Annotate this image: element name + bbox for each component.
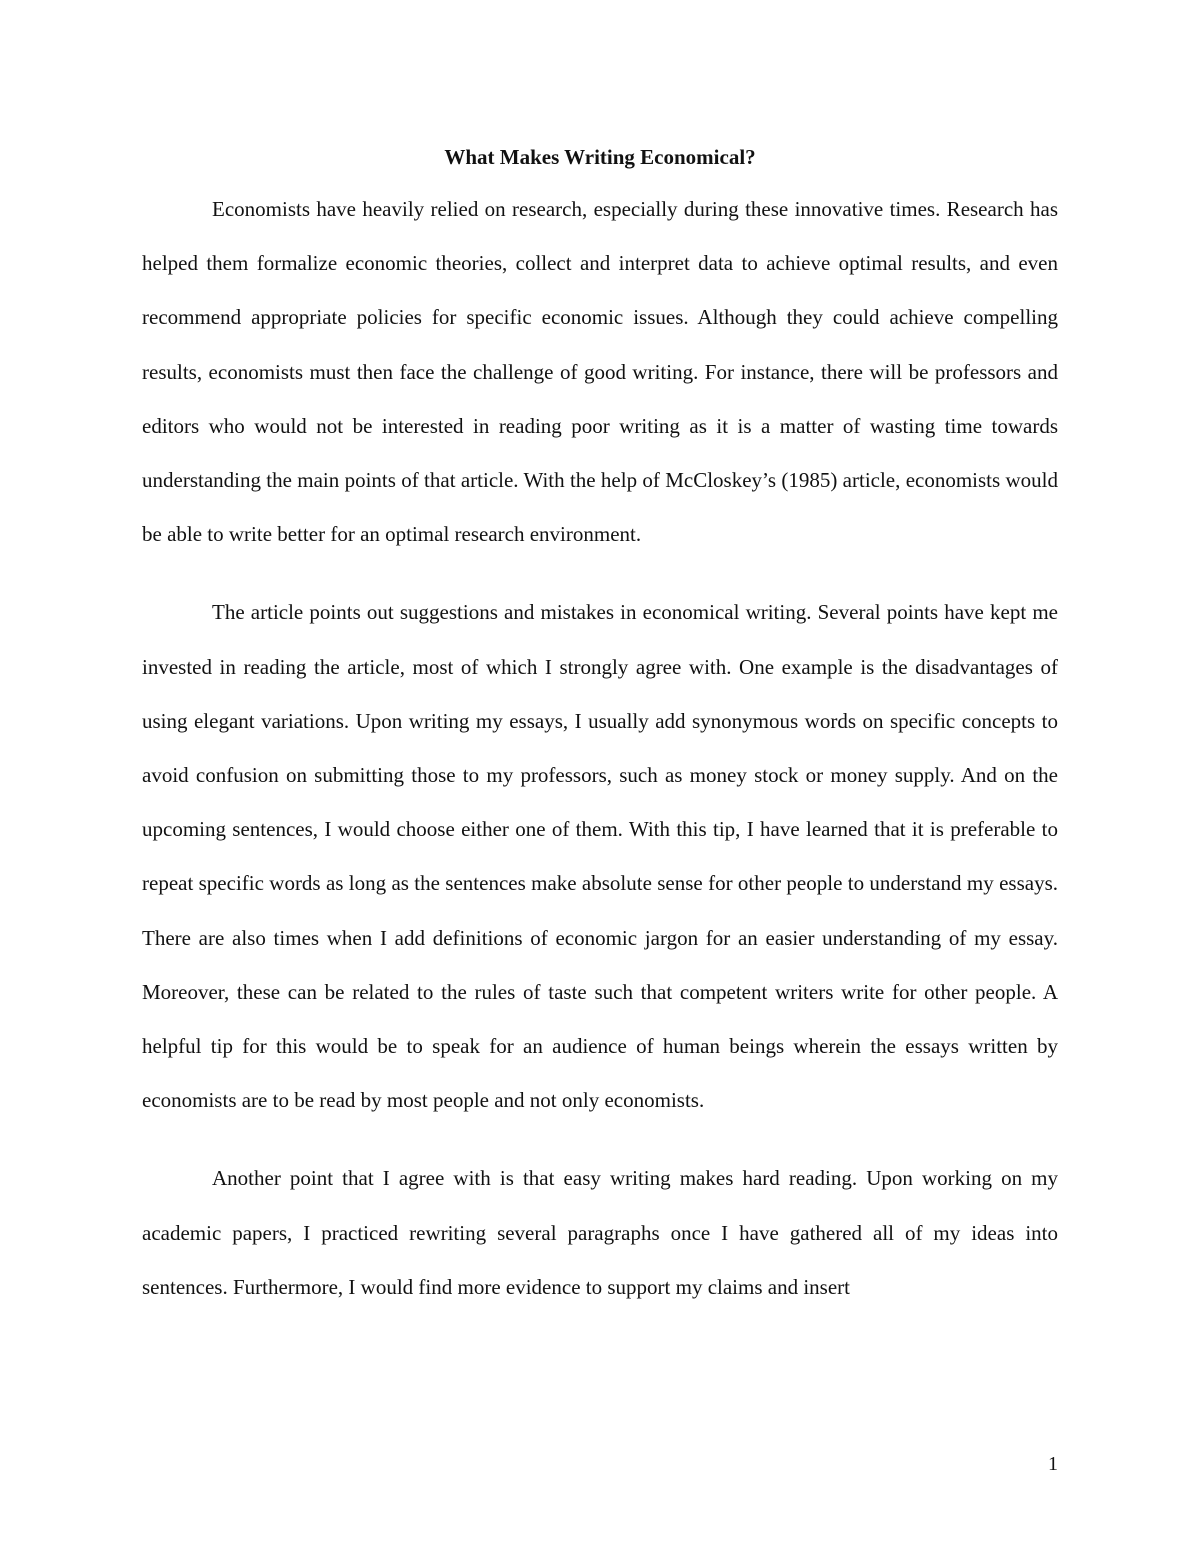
page-number: 1 [1048, 1453, 1058, 1475]
paragraph-1: Economists have heavily relied on research, especially during these innovative times. Research has helped them formalize economic theories, collect and interpret data to achieve optimal results, and even recommend appropriate policies for specific economic issues. Although they could achieve compelling results, economists must then face the challenge of good writing. For instance, there will be professors and editors who would not be interested in reading poor writing as it is a matter of wasting time towards understanding the main points of that article. With the help of McCloskey’s (1985) article, economists would be able to write better for an optimal research environment. [142, 197, 1058, 547]
paragraph-2: The article points out suggestions and mistakes in economical writing. Several points have kept me invested in reading the article, most of which I strongly agree with. One example is the disadvantages of using elegant variations. Upon writing my essays, I usually add synonymous words on specific concepts to avoid confusion on submitting those to my professors, such as money stock or money supply. And on the upcoming sentences, I would choose either one of them. With this tip, I have learned that it is preferable to repeat specific words as long as the sentences make absolute sense for other people to understand my essays. There are also times when I add definitions of economic jargon for an easier understanding of my essay. Moreover, these can be related to the rules of taste such that competent writers write for other people. A helpful tip for this would be to speak for an audience of human beings wherein the essays written by economists are to be read by most people and not only economists. [142, 600, 1058, 1113]
document-title: What Makes Writing Economical? [444, 145, 756, 169]
document-body [142, 142, 1058, 1314]
paragraph-3: Another point that I agree with is that easy writing makes hard reading. Upon working on my academic papers, I practiced rewriting several paragraphs once I have gathered all of my ideas into sentences. Furthermore, I would find more evidence to support my claims and insert [142, 1166, 1058, 1299]
